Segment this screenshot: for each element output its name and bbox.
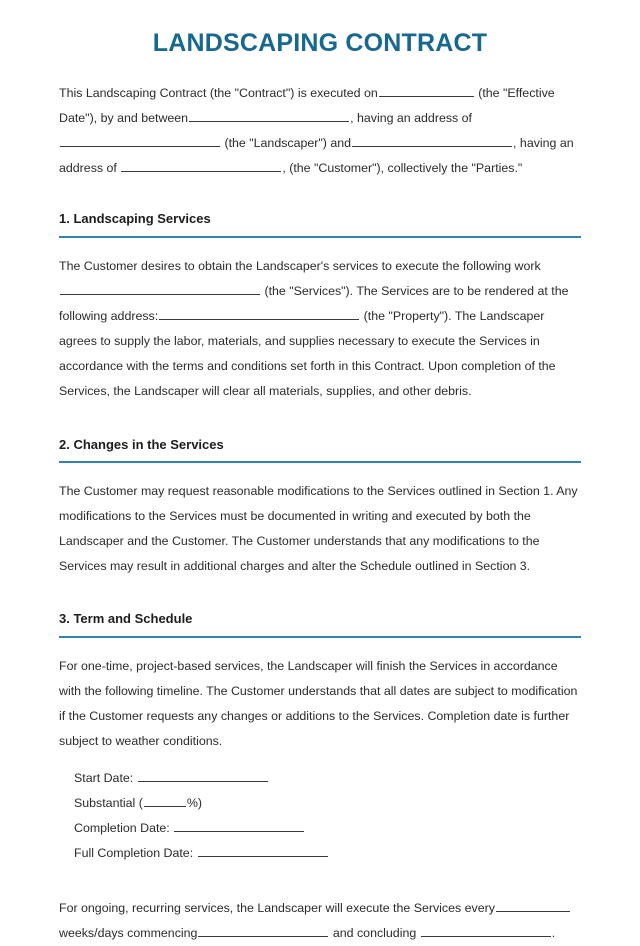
intro-paragraph [59, 81, 581, 181]
list-item [59, 791, 581, 816]
start-date-label: Start Date: [74, 770, 134, 785]
completion-date-label: Completion Date: [74, 820, 170, 835]
section-1-heading: 1. Landscaping Services [59, 211, 211, 226]
section-2-body [59, 479, 581, 579]
landscaper-address-blank[interactable] [60, 135, 220, 147]
spacer-before-section-3 [59, 579, 581, 611]
closing-text-part3: and concluding [332, 925, 417, 940]
section-3-paragraph: For one-time, project-based services, the Landscaper will finish the Services in accordance with the following timeline. The Customer understands that all dates are subject to modification if the Customer requests any changes or additions to the Services. Completion date is further subject to weather conditions. [59, 658, 578, 748]
section-1-text-part1: The Customer desires to obtain the Landscaper's services to execute the following work [59, 258, 541, 273]
closing-paragraph [59, 896, 581, 946]
section-1-paragraph [59, 254, 581, 404]
substantial-percent-blank[interactable] [144, 795, 186, 807]
substantial-suffix: %) [186, 795, 203, 810]
spacer-before-section-1 [59, 181, 581, 211]
spacer-before-section-2 [59, 404, 581, 437]
schedule-fill-list [59, 766, 581, 866]
section-3-heading: 3. Term and Schedule [59, 611, 193, 627]
section-changes-in-services [59, 437, 581, 580]
closing-text-part2: weeks/days commencing [59, 925, 198, 940]
completion-date-blank[interactable] [174, 820, 304, 832]
section-2-heading: 2. Changes in the Services [59, 436, 224, 452]
closing-paragraph-block [59, 896, 581, 946]
list-item [59, 841, 581, 866]
full-completion-date-label: Full Completion Date: [74, 845, 194, 860]
section-1-text-part3: (the "Property"). The Landscaper agrees to supply the labor, materials, and supplies necessary to execute the Services in accordance with the terms and conditions set forth in this Contract. Upon completion of the Services, the Landscaper will clear all materials, supplies, and other debris. [59, 308, 556, 398]
landscaper-name-blank[interactable] [189, 110, 349, 122]
section-3-rule [59, 636, 581, 638]
section-1-body [59, 254, 581, 404]
intro-text-part5: , having an address of [59, 136, 574, 175]
intro-paragraph-block [59, 81, 581, 181]
recurrence-start-blank[interactable] [198, 925, 328, 937]
section-landscaping-services [59, 211, 581, 404]
customer-name-blank[interactable] [352, 135, 512, 147]
substantial-label: Substantial ( [74, 795, 143, 810]
property-address-blank[interactable] [159, 308, 359, 320]
intro-text-part3: , having an address of [350, 111, 473, 125]
intro-text-part2: (the "Effective Date"), by and between [59, 86, 555, 125]
services-description-blank[interactable] [60, 283, 260, 295]
closing-text-part1: For ongoing, recurring services, the Landscaper will execute the Services every [59, 900, 495, 915]
section-1-text-part2: (the "Services"). The Services are to be rendered at the following address: [59, 283, 569, 323]
intro-text-part6: , (the "Customer"), collectively the "Parties." [282, 161, 523, 175]
section-term-and-schedule [59, 611, 581, 866]
section-3-body [59, 654, 581, 866]
page-title: LANDSCAPING CONTRACT [152, 29, 488, 57]
section-2-paragraph: The Customer may request reasonable modifications to the Services outlined in Section 1. Any modifications to the Services must be documented in writing and executed by both the Landscaper and the Customer. The Customer understands that any modifications to the Services may result in additional charges and alter the Schedule outlined in Section 3. [59, 484, 578, 574]
recurrence-interval-blank[interactable] [496, 900, 570, 912]
list-item [59, 816, 581, 841]
customer-address-blank[interactable] [121, 160, 281, 172]
effective-date-blank[interactable] [379, 85, 474, 97]
start-date-blank[interactable] [138, 770, 268, 782]
full-completion-date-blank[interactable] [198, 845, 328, 857]
intro-text-part1: This Landscaping Contract (the "Contract") is executed on [59, 86, 378, 100]
recurrence-end-blank[interactable] [421, 925, 551, 937]
list-item [59, 766, 581, 791]
closing-text-part4: . [551, 925, 556, 940]
spacer-before-closing [59, 866, 581, 882]
section-2-rule [59, 461, 581, 463]
intro-text-part4: (the "Landscaper") and [224, 136, 352, 150]
section-1-rule [59, 236, 581, 238]
